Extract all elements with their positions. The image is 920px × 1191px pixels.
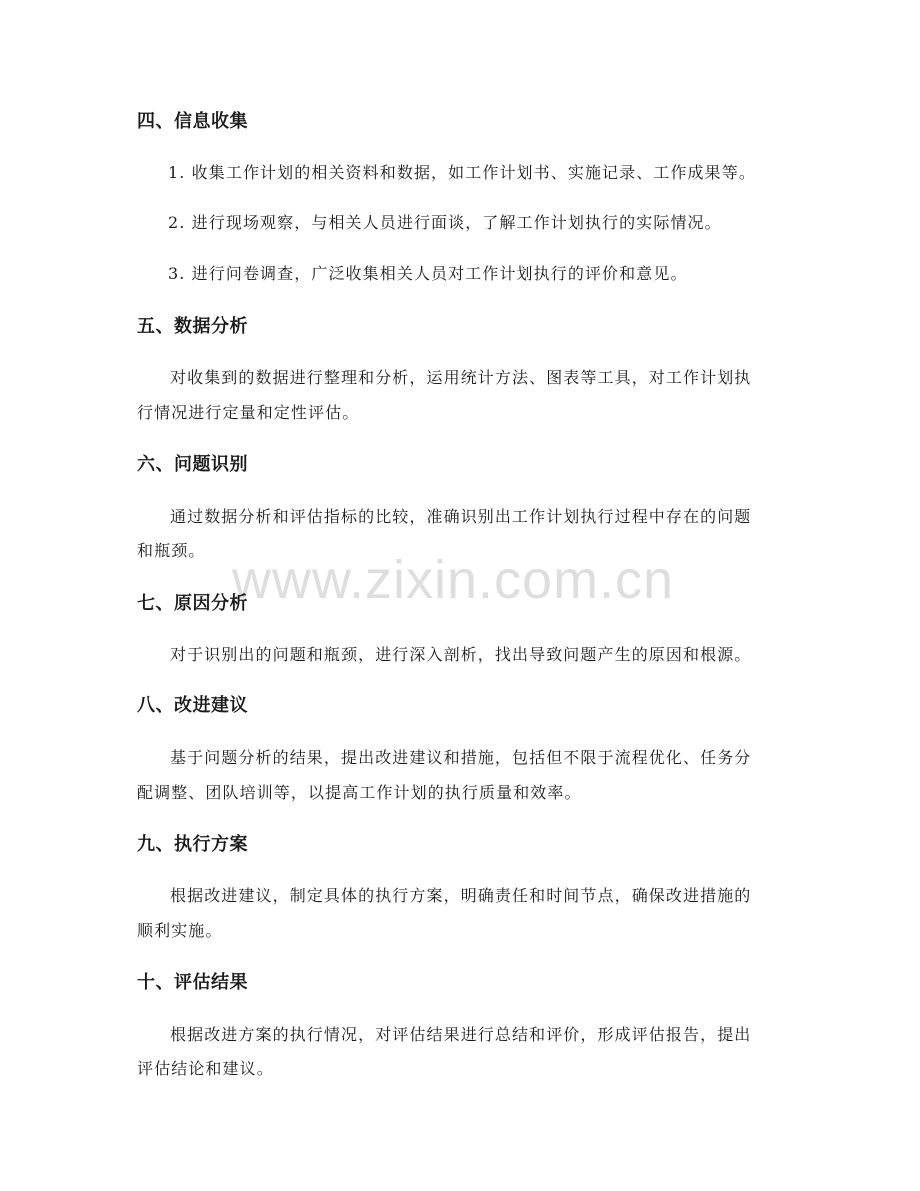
section-6-heading: 六、问题识别 (137, 454, 248, 475)
section-9-heading: 九、执行方案 (137, 834, 248, 855)
section-9-line-2: 顺利实施。 (137, 921, 223, 940)
section-4-item-2: 2. 进行现场观察，与相关人员进行面谈，了解工作计划执行的实际情况。 (168, 213, 722, 232)
section-4-item-3: 3. 进行问卷调查，广泛收集相关人员对工作计划执行的评价和意见。 (168, 264, 688, 283)
section-7-heading: 七、原因分析 (137, 593, 248, 614)
section-9-line-1: 根据改进建议，制定具体的执行方案，明确责任和时间节点，确保改进措施的 (170, 886, 752, 905)
section-5-line-2: 行情况进行定量和定性评估。 (137, 403, 360, 422)
section-6-line-1: 通过数据分析和评估指标的比较，准确识别出工作计划执行过程中存在的问题 (170, 507, 752, 526)
section-5-heading: 五、数据分析 (137, 316, 248, 337)
section-8-line-2: 配调整、团队培训等，以提高工作计划的执行质量和效率。 (137, 783, 582, 802)
section-4-heading: 四、信息收集 (137, 111, 248, 132)
section-8-heading: 八、改进建议 (137, 695, 248, 716)
section-10-line-2: 评估结论和建议。 (137, 1059, 274, 1078)
section-10-heading: 十、评估结果 (137, 972, 248, 993)
section-8-line-1: 基于问题分析的结果，提出改进建议和措施，包括但不限于流程优化、任务分 (170, 748, 752, 767)
section-6-line-2: 和瓶颈。 (137, 541, 206, 560)
section-5-line-1: 对收集到的数据进行整理和分析，运用统计方法、图表等工具，对工作计划执 (170, 368, 752, 387)
section-4-item-1: 1. 收集工作计划的相关资料和数据，如工作计划书、实施记录、工作成果等。 (168, 163, 756, 182)
section-10-line-1: 根据改进方案的执行情况，对评估结果进行总结和评价，形成评估报告，提出 (170, 1025, 752, 1044)
section-7-line-1: 对于识别出的问题和瓶颈，进行深入剖析，找出导致问题产生的原因和根源。 (170, 645, 752, 664)
watermark: www.zixin.com.cn (232, 550, 675, 610)
